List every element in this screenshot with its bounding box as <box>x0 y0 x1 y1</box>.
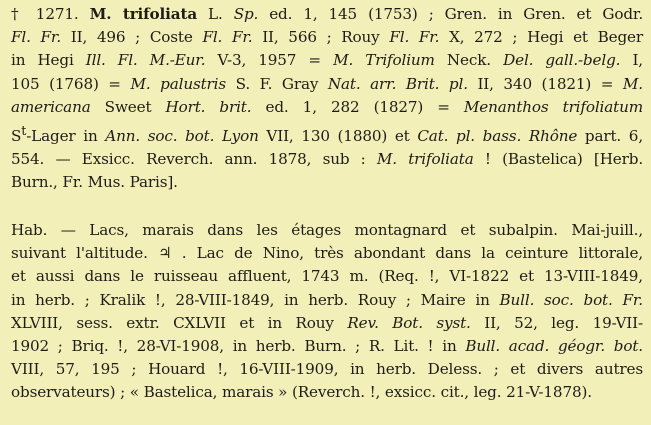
dagger-symbol: † <box>11 5 25 23</box>
habitat-line: XLVIII, sess. extr. CXLVII et in Rouy Rev. Bot. syst. II, 52, leg. 19-VII- <box>11 313 643 332</box>
habitat-line: observateurs) ; « Bastelica, marais » (Reverch. !, exsicc. cit., leg. 21-V-1878). <box>11 383 592 402</box>
entry-line: $S^t$-Lager in Ann. soc. bot. Lyon VII, 130 (1880) et Cat. pl. bass. Rhône part. 6, <box>11 123 643 146</box>
entry-line: in Hegi Ill. Fl. M.-Eur. V-3, 1957 = M. Trifolium Neck. Del. gall.-belg. I, <box>11 51 643 70</box>
habitat-line: in herb. ; Kralik !, 28-VIII-1849, in herb. Rouy ; Maire in Bull. soc. bot. Fr. <box>11 290 643 309</box>
habitat-paragraph <box>11 219 643 405</box>
entry-line: † 1271. M. trifoliata L. Sp. ed. 1, 145 (1753) ; Gren. in Gren. et Godr. <box>11 5 644 23</box>
entry-line: Fl. Fr. II, 496 ; Coste Fl. Fr. II, 566 ; Rouy Fl. Fr. X, 272 ; Hegi et Beger <box>11 28 643 47</box>
species-entry-paragraph <box>11 3 643 195</box>
perennial-symbol: ♃ <box>158 244 172 263</box>
entry-line: 554. — Exsicc. Reverch. ann. 1878, sub : M. trifoliata ! (Bastelica) [Herb. <box>11 150 644 169</box>
entry-line: 105 (1768) = M. palustris S. F. Gray Nat. arr. Brit. pl. II, 340 (1821) = M. <box>11 74 643 93</box>
entry-line: Burn., Fr. Mus. Paris]. <box>11 173 178 192</box>
habitat-line: 1902 ; Briq. !, 28-VI-1908, in herb. Burn. ; R. Lit. ! in Bull. acad. géogr. bot. <box>11 337 643 356</box>
entry-line: americana Sweet Hort. brit. ed. 1, 282 (1827) = Menanthos trifoliatum <box>11 97 644 116</box>
habitat-line: suivant l'altitude. ♃ . Lac de Nino, très abondant dans la ceinture littorale, <box>11 244 644 263</box>
habitat-line: et aussi dans le ruisseau affluent, 1743 m. (Req. !, VI-1822 et 13-VIII-1849, <box>11 267 643 286</box>
habitat-line: VIII, 57, 195 ; Houard !, 16-VIII-1909, in herb. Deless. ; et divers autres <box>11 360 643 379</box>
habitat-line: Hab. — Lacs, marais dans les étages montagnard et subalpin. Mai-juill., <box>11 221 643 239</box>
